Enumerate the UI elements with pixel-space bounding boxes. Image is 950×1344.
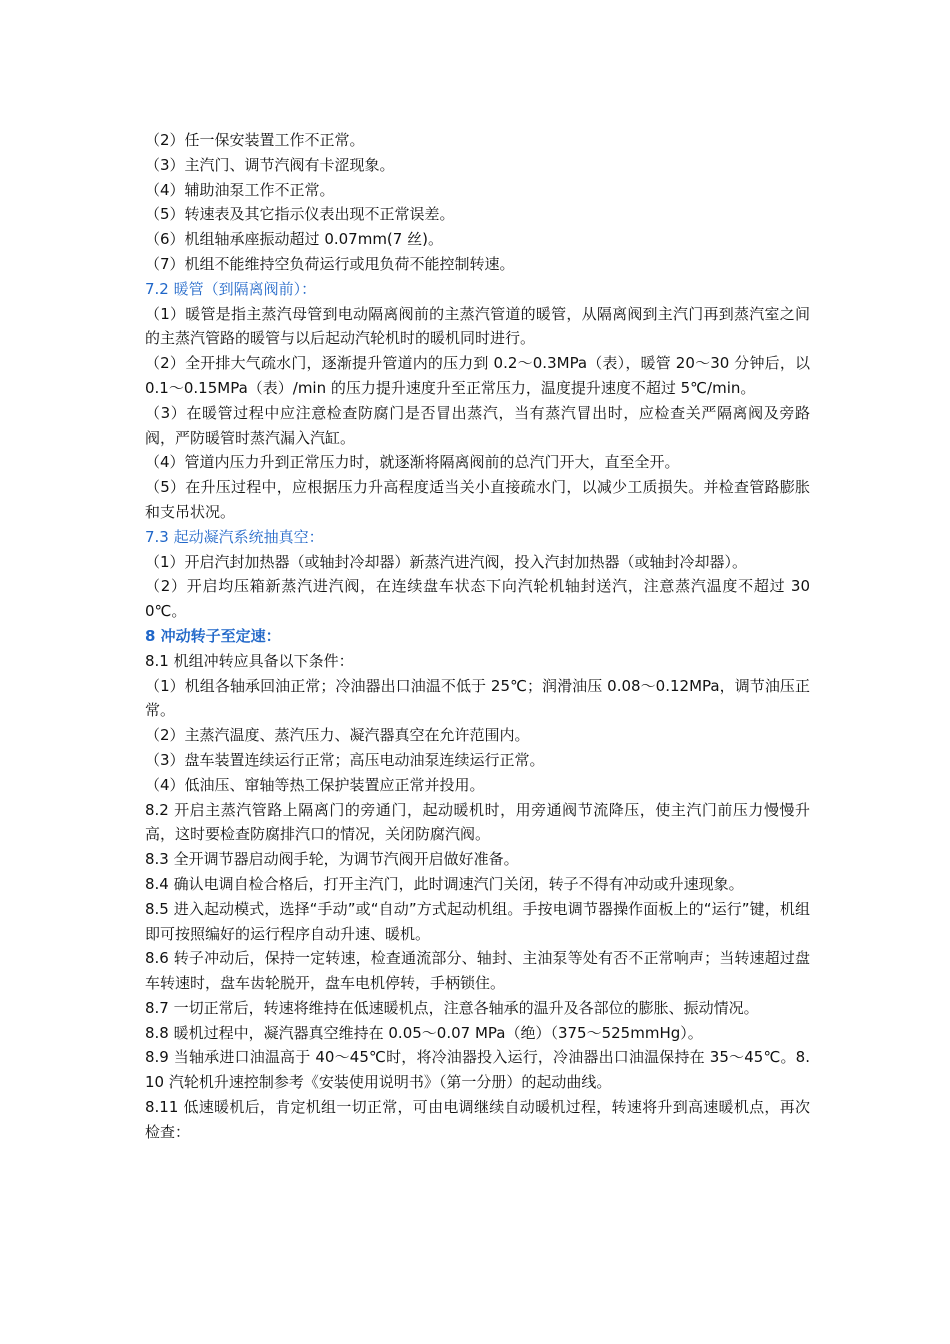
- paragraph: 8.1 机组冲转应具备以下条件：: [145, 651, 354, 670]
- list-item: （1）机组各轴承回油正常；冷油器出口油温不低于 25℃；润滑油压 0.08～0.12MPa，调节油压正常。: [145, 676, 810, 720]
- list-item: （3）在暖管过程中应注意检查防腐门是否冒出蒸汽，当有蒸汽冒出时，应检查关严隔离阀及旁路阀，严防暖管时蒸汽漏入汽缸。: [145, 403, 810, 447]
- list-item: （4）辅助油泵工作不正常。: [145, 180, 335, 199]
- list-item: （2）开启均压箱新蒸汽进汽阀，在连续盘车状态下向汽轮机轴封送汽，注意蒸汽温度不超过 300℃。: [145, 577, 810, 621]
- list-item: （5）在升压过程中，应根据压力升高程度适当关小直接疏水门，以减少工质损失。并检查管路膨胀和支吊状况。: [145, 478, 810, 521]
- list-item: （3）盘车装置连续运行正常；高压电动油泵连续运行正常。: [145, 750, 545, 769]
- list-item: （7）机组不能维持空负荷运行或甩负荷不能控制转速。: [145, 254, 515, 273]
- list-item: （4）低油压、窜轴等热工保护装置应正常并投用。: [145, 775, 485, 794]
- list-item: （2）全开排大气疏水门，逐渐提升管道内的压力到 0.2～0.3MPa（表），暖管 20～30 分钟后，以 0.1～0.15MPa（表）/min 的压力提升速度升至正常压力，温度提升速度不超过 5℃/min。: [145, 354, 810, 397]
- section-heading-7-3: 7.3 起动凝汽系统抽真空：: [145, 527, 324, 546]
- paragraph: 8.7 一切正常后，转速将维持在低速暖机点，注意各轴承的温升及各部位的膨胀、振动情况。: [145, 998, 759, 1017]
- list-item: （3）主汽门、调节汽阀有卡涩现象。: [145, 155, 395, 174]
- paragraph: 8.3 全开调节器启动阀手轮，为调节汽阀开启做好准备。: [145, 850, 519, 869]
- chapter-heading-8: 8 冲动转子至定速：: [145, 626, 281, 645]
- paragraph: 8.8 暖机过程中，凝汽器真空维持在 0.05～0.07 MPa（绝）（375～525mmHg）。: [145, 1023, 703, 1042]
- list-item: （2）任一保安装置工作不正常。: [145, 131, 365, 149]
- section-heading-7-2: 7.2 暖管（到隔离阀前）：: [145, 279, 317, 298]
- list-item: （1）暖管是指主蒸汽母管到电动隔离阀前的主蒸汽管道的暖管，从隔离阀到主汽门再到蒸汽室之间的主蒸汽管路的暖管与以后起动汽轮机时的暖机同时进行。: [145, 304, 810, 348]
- list-item: （6）机组轴承座振动超过 0.07mm(7 丝)。: [145, 230, 443, 249]
- paragraph: 8.6 转子冲动后，保持一定转速，检查通流部分、轴封、主油泵等处有否不正常响声；当转速超过盘车转速时，盘车齿轮脱开，盘车电机停转，手柄锁住。: [145, 949, 810, 993]
- paragraph: 8.5 进入起动模式，选择“手动”或“自动”方式起动机组。手按电调节器操作面板上的“运行”键，机组即可按照编好的运行程序自动升速、暖机。: [145, 899, 810, 943]
- list-item: （5）转速表及其它指示仪表出现不正常误差。: [145, 205, 455, 224]
- paragraph: 8.4 确认电调自检合格后，打开主汽门，此时调速汽门关闭，转子不得有冲动或升速现象。: [145, 874, 744, 893]
- paragraph: 8.2 开启主蒸汽管路上隔离门的旁通门，起动暖机时，用旁通阀节流降压，使主汽门前压力慢慢升高，这时要检查防腐排汽口的情况，关闭防腐汽阀。: [145, 800, 810, 844]
- list-item: （4）管道内压力升到正常压力时，就逐渐将隔离阀前的总汽门开大，直至全开。: [145, 453, 680, 472]
- document-body: [145, 128, 810, 1145]
- list-item: （2）主蒸汽温度、蒸汽压力、凝汽器真空在允许范围内。: [145, 726, 530, 745]
- paragraph: 8.11 低速暖机后，肯定机组一切正常，可由电调继续自动暖机过程，转速将升到高速暖机点，再次检查：: [145, 1098, 810, 1141]
- list-item: （1）开启汽封加热器（或轴封冷却器）新蒸汽进汽阀，投入汽封加热器（或轴封冷却器）。: [145, 552, 748, 571]
- paragraph: 8.9 当轴承进口油温高于 40～45℃时，将冷油器投入运行，冷油器出口油温保持在 35～45℃。8.10 汽轮机升速控制参考《安装使用说明书》（第一分册）的起动曲线。: [145, 1048, 810, 1092]
